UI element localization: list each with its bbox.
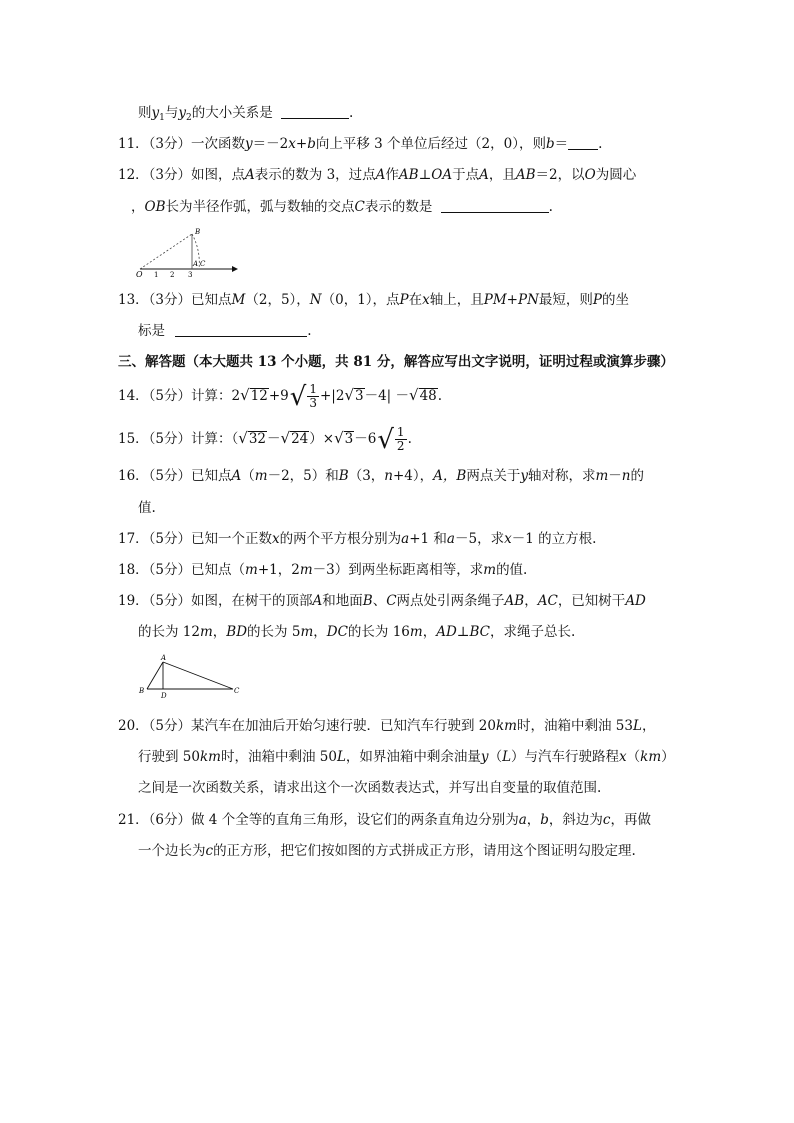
var: n — [384, 468, 393, 484]
radicand: 3 — [355, 388, 364, 404]
var: AB — [398, 167, 419, 183]
fraction — [307, 383, 319, 410]
var: B — [338, 468, 349, 484]
text: 轴上，且 — [429, 292, 484, 308]
text: （ — [626, 749, 641, 765]
text: －3）到两坐标距离相等，求 — [312, 562, 484, 578]
text: 则 — [138, 105, 152, 121]
text: 标是 — [138, 323, 165, 339]
var: A — [312, 593, 323, 609]
text: ，再做 — [610, 812, 651, 828]
tick-3: 3 — [188, 271, 193, 278]
text: （3， — [348, 468, 385, 484]
answer-blank[interactable] — [568, 135, 598, 150]
var: BD — [226, 624, 248, 640]
var: A — [479, 167, 489, 183]
text: －2，5）和 — [267, 468, 339, 484]
var: m — [409, 624, 423, 640]
text: . — [548, 199, 553, 215]
radicand: 48 — [419, 388, 437, 404]
text: ， — [641, 718, 656, 734]
var: P — [399, 292, 409, 308]
question-13-line2 — [138, 321, 312, 341]
text: 向上平移 3 个单位后经过（2，0），则 — [315, 136, 546, 152]
tick-2: 2 — [170, 271, 175, 278]
text: ， — [131, 199, 145, 215]
text: －6 — [354, 431, 377, 447]
text: 表示的数为 3，过点 — [254, 167, 376, 183]
text: 与 — [164, 105, 179, 121]
text: 、 — [372, 593, 387, 609]
var: AB — [515, 167, 536, 183]
segment-ob — [140, 234, 192, 269]
text: . — [307, 323, 312, 339]
text: 的 — [630, 468, 644, 484]
text: ，且 — [488, 167, 516, 183]
answer-blank[interactable] — [441, 198, 549, 213]
var: A，B — [433, 468, 467, 484]
var: b — [545, 136, 555, 152]
text: . — [349, 105, 354, 121]
text: 作 — [385, 167, 399, 183]
var: n — [621, 468, 631, 484]
label-b: B — [195, 228, 201, 236]
text: 13．（3分）已知点 — [118, 292, 232, 308]
text: +|2 — [319, 388, 345, 404]
var: b — [307, 136, 316, 152]
question-20-line3: 之间是一次函数关系，请求出这个一次函数表达式，并写出自变量的取值范围. — [138, 780, 602, 796]
label-c: C — [234, 687, 240, 695]
numerator: 1 — [309, 382, 317, 396]
text: （ — [488, 749, 503, 765]
var: M — [231, 292, 246, 308]
var: y — [480, 749, 489, 765]
text: 的长为 16 — [347, 624, 410, 640]
text: ＝ — [554, 136, 569, 152]
question-12-line1 — [118, 165, 636, 185]
text: ， — [313, 624, 327, 640]
label-a: A — [161, 654, 167, 662]
text: 时，油箱中剩油 50 — [220, 749, 337, 765]
text: 的两个平方根分别为 — [279, 531, 402, 547]
text: ，斜边为 — [548, 812, 603, 828]
var: AD — [625, 593, 646, 609]
text: 最短，则 — [538, 292, 593, 308]
var: C — [354, 199, 365, 215]
answer-blank[interactable] — [281, 104, 349, 119]
unit: km — [640, 749, 662, 765]
var: m — [245, 562, 258, 578]
text: 一个边长为 — [138, 843, 206, 859]
var: c — [205, 843, 214, 859]
text: －4| － — [364, 388, 410, 404]
text: 的值. — [496, 562, 528, 578]
question-20-line2 — [138, 747, 675, 767]
text: － — [267, 431, 281, 447]
tree-rope-figure — [135, 652, 245, 702]
question-12-line2 — [131, 197, 553, 217]
text: ）与汽车行驶路程 — [511, 749, 620, 765]
sub-1: 1 — [159, 113, 165, 123]
radicand: 3 — [344, 431, 354, 447]
text: ， — [526, 812, 541, 828]
var: x — [288, 136, 296, 152]
var: O — [584, 167, 596, 183]
var: OB — [144, 199, 166, 215]
question-14: 14．（5分）计算：2√12+9√ $\frac{1}{3}$ +|2√3－4| －√48. — [118, 381, 443, 412]
question-11 — [118, 134, 602, 154]
number-line-figure — [132, 226, 242, 278]
var: m — [483, 562, 497, 578]
var: m — [299, 562, 313, 578]
label-a: A — [193, 260, 199, 268]
text: （0，1），点 — [321, 292, 400, 308]
text: +4）， — [393, 468, 434, 484]
label-d: D — [161, 692, 167, 700]
text: ） — [661, 749, 675, 765]
text: ⊥ — [418, 167, 432, 183]
var: B — [362, 593, 373, 609]
question-21-line2 — [138, 841, 636, 861]
text: 轴对称，求 — [527, 468, 596, 484]
var: c — [602, 812, 611, 828]
var: DC — [326, 624, 348, 640]
var: m — [199, 624, 213, 640]
text: （2，5）， — [245, 292, 310, 308]
text: 的长为 5 — [247, 624, 301, 640]
text: . — [437, 388, 443, 404]
text: 两点关于 — [466, 468, 521, 484]
text: +1，2 — [257, 562, 300, 578]
text: 12．（3分）如图，点 — [118, 167, 246, 183]
text: 18．（5分）已知点（ — [118, 562, 246, 578]
text: +9 — [268, 388, 289, 404]
text: . — [407, 431, 412, 447]
text: 时，油箱中剩油 53 — [516, 718, 633, 734]
rope-ac — [163, 662, 233, 689]
var: m — [254, 468, 268, 484]
text: 的坐 — [601, 292, 629, 308]
text: 的长为 12 — [138, 624, 200, 640]
answer-blank[interactable] — [175, 322, 307, 337]
fraction — [395, 426, 407, 453]
var-y2: y — [178, 105, 187, 121]
unit: km — [496, 718, 517, 734]
radicand: 32 — [248, 431, 267, 447]
text: ⊥ — [456, 624, 470, 640]
question-18 — [118, 560, 527, 580]
rope-ab — [147, 662, 163, 689]
question-20-line1 — [118, 716, 655, 736]
text: 行驶到 50 — [138, 749, 200, 765]
var: x — [422, 292, 430, 308]
unit: km — [199, 749, 221, 765]
var: x — [272, 531, 280, 547]
arrow-icon — [232, 266, 238, 272]
var: AB — [504, 593, 525, 609]
var: PM+PN — [483, 292, 539, 308]
var: m — [595, 468, 609, 484]
text: －1 的立方根. — [511, 531, 597, 547]
denominator: 2 — [396, 439, 405, 453]
var: OA — [431, 167, 453, 183]
q10-tail — [138, 103, 353, 128]
var: AC — [537, 593, 558, 609]
numerator: 1 — [396, 425, 405, 439]
var: a — [401, 531, 410, 547]
text: 15．（5分）计算：（ — [118, 431, 239, 447]
text: 长为半径作弧，弧与数轴的交点 — [165, 199, 355, 215]
unit: L — [502, 749, 512, 765]
text: 21．（6分）做 4 个全等的直角三角形，设它们的两条直角边分别为 — [118, 812, 519, 828]
question-16-line2: 值. — [138, 500, 156, 516]
text: 11．（3分）一次函数 — [118, 136, 246, 152]
var: y — [520, 468, 528, 484]
question-13-line1 — [118, 290, 629, 310]
var: AD — [436, 624, 457, 640]
text: 17．（5分）已知一个正数 — [118, 531, 273, 547]
var: a — [446, 531, 455, 547]
var: m — [300, 624, 314, 640]
var: BC — [469, 624, 490, 640]
label-c: C — [200, 260, 206, 268]
text: ）× — [309, 431, 335, 447]
text: 的正方形，把它们按如图的方式拼成正方形，请用这个图证明勾股定理. — [213, 843, 636, 859]
text: 于点 — [452, 167, 480, 183]
var: b — [540, 812, 549, 828]
question-21-line1 — [118, 810, 651, 830]
var: C — [386, 593, 397, 609]
question-15: 15．（5分）计算：（√32－√24）×√3－6√ $\frac{1}{2}$ . — [118, 424, 412, 455]
text: 和地面 — [322, 593, 363, 609]
text: （ — [241, 468, 255, 484]
text: 16．（5分）已知点 — [118, 468, 232, 484]
text: ， — [422, 624, 437, 640]
question-19-line1 — [118, 591, 646, 611]
radicand: 24 — [291, 431, 309, 447]
text: ＝－2 — [252, 136, 289, 152]
question-17 — [118, 529, 596, 549]
var: A — [231, 468, 242, 484]
var-y1: y — [151, 105, 160, 121]
label-b: B — [139, 687, 145, 695]
var: N — [309, 292, 322, 308]
section-heading: 三、解答题（本大题共 13 个小题，共 81 分，解答应写出文字说明，证明过程或演算步骤） — [118, 354, 674, 370]
text: ，已知树干 — [557, 593, 626, 609]
text: 为圆心 — [595, 167, 637, 183]
var: A — [245, 167, 255, 183]
text: 20．（5分）某汽车在加油后开始匀速行驶．已知汽车行驶到 20 — [118, 718, 496, 734]
text: . — [598, 136, 603, 152]
text: ，如界油箱中剩余油量 — [345, 749, 481, 765]
text: + — [295, 136, 308, 152]
question-16-line1 — [118, 466, 644, 486]
text: 在 — [408, 292, 423, 308]
var: A — [375, 167, 386, 183]
label-o: O — [136, 270, 143, 278]
text: 14．（5分）计算：2 — [118, 388, 241, 404]
var: y — [245, 136, 253, 152]
text: +1 和 — [409, 531, 447, 547]
var: a — [518, 812, 527, 828]
text: 两点处引两条绳子 — [396, 593, 505, 609]
text: 的大小关系是 — [191, 105, 273, 121]
text: ，求绳子总长. — [490, 624, 576, 640]
text: 19．（5分）如图，在树干的顶部 — [118, 593, 313, 609]
text: －5，求 — [454, 531, 505, 547]
radicand: 12 — [250, 388, 268, 404]
var: x — [619, 749, 627, 765]
var: P — [592, 292, 602, 308]
text: ， — [524, 593, 538, 609]
text: ， — [212, 624, 227, 640]
sub-2: 2 — [186, 113, 192, 123]
denominator: 3 — [309, 396, 317, 410]
question-19-line2 — [138, 622, 575, 642]
text: 表示的数是 — [364, 199, 433, 215]
text: ＝2，以 — [535, 167, 585, 183]
var: x — [504, 531, 512, 547]
unit: L — [336, 749, 346, 765]
text: － — [608, 468, 622, 484]
unit: L — [632, 718, 642, 734]
tick-1: 1 — [154, 271, 159, 278]
